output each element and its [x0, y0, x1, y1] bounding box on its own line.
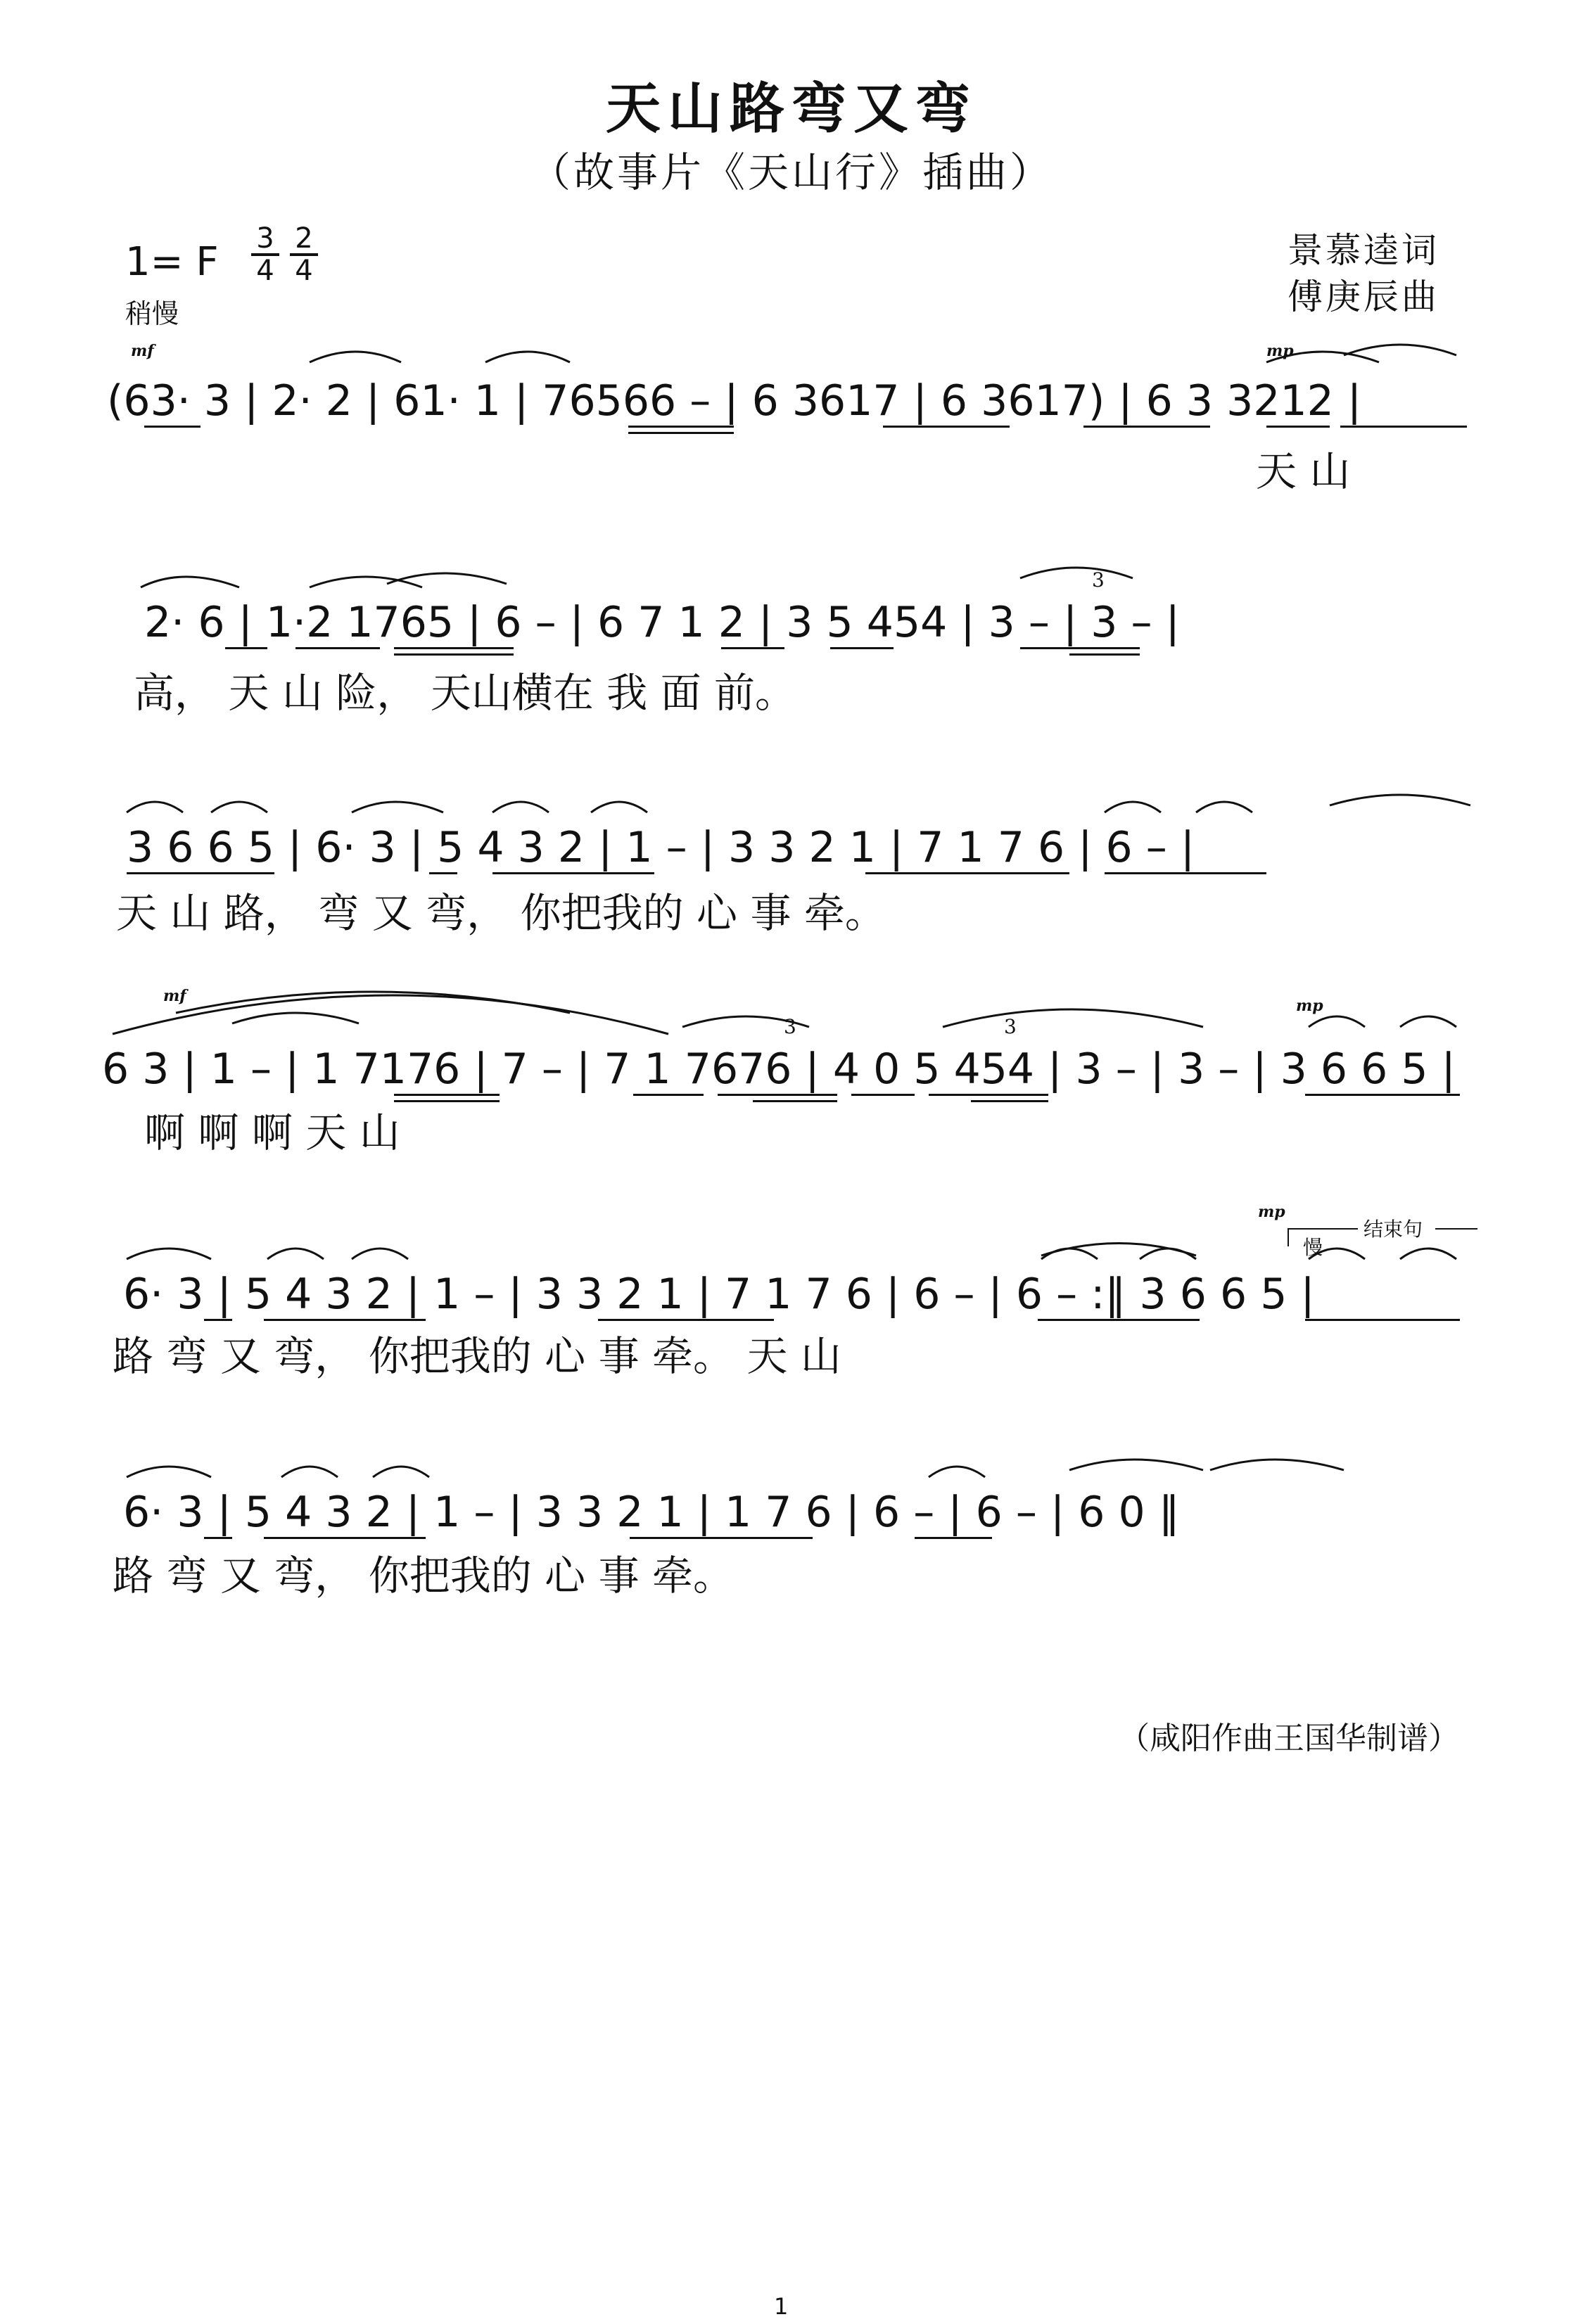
notation-line-3: 3 6 6 5 | 6· 3 | 5 4 3 2 | 1 – | 3 3 2 1 | 7 1 7 6 | 6 – |: [127, 823, 1195, 872]
song-title: 天山路弯又弯: [605, 77, 977, 141]
dynamic-mf-1: mf: [131, 342, 154, 360]
notation-line-6: 6· 3 | 5 4 3 2 | 1 – | 3 3 2 1 | 1 7 6 | 6 – | 6 – | 6 0 ‖: [123, 1488, 1180, 1537]
song-subtitle: （故事片《天山行》插曲）: [529, 148, 1053, 196]
triplet-mark-1: 3: [1092, 568, 1105, 592]
dynamic-mp-1: mp: [1266, 342, 1294, 360]
slow-marking: 慢: [1303, 1236, 1323, 1259]
key-signature: 1= F: [125, 239, 219, 285]
dynamic-mp-2: mp: [1296, 997, 1323, 1015]
lyrics-line-4: 啊 啊 啊 天 山: [144, 1109, 400, 1156]
notation-line-1: (63· 3 | 2· 2 | 61· 1 | 76566 – | 6 3617 | 6 3617) | 6 3 3212 |: [107, 376, 1362, 426]
lyrics-line-5: 路 弯 又 弯， 你把我的 心 事 牵。 天 山: [113, 1332, 841, 1380]
notation-line-5: 6· 3 | 5 4 3 2 | 1 – | 3 3 2 1 | 7 1 7 6 | 6 – | 6 – :‖ 3 6 6 5 |: [123, 1270, 1315, 1319]
ending-label: 结束句: [1363, 1218, 1423, 1241]
composer-credit: 傅庚辰曲: [1288, 276, 1439, 317]
lyrics-line-1: 天 山: [1256, 447, 1351, 495]
dynamic-mf-2: mf: [163, 987, 186, 1005]
tempo-marking: 稍慢: [125, 298, 179, 329]
lyricist-credit: 景慕逵词: [1288, 230, 1439, 271]
lyrics-line-6: 路 弯 又 弯， 你把我的 心 事 牵。: [113, 1552, 735, 1600]
triplet-mark-3: 3: [1004, 1015, 1017, 1038]
notation-line-2: 2· 6 | 1·2 1765 | 6 – | 6 7 1 2 | 3 5 454 | 3 – | 3 – |: [144, 598, 1180, 647]
page-number: 1: [774, 2293, 789, 2320]
lyrics-line-3: 天 山 路， 弯 又 弯， 你把我的 心 事 牵。: [116, 889, 886, 937]
ts1-top: 3: [256, 222, 274, 255]
triplet-mark-2: 3: [784, 1015, 796, 1038]
lyrics-line-2: 高， 天 山 险， 天山横在 我 面 前。: [134, 669, 796, 717]
ts1-bottom: 4: [256, 255, 274, 287]
notation-line-4: 6 3 | 1 – | 1 7176 | 7 – | 7 1 7676 | 4 0 5 454 | 3 – | 3 – | 3 6 6 5 |: [102, 1045, 1456, 1094]
dynamic-mp-3: mp: [1258, 1203, 1285, 1221]
ts2-bottom: 4: [295, 255, 313, 287]
ts2-top: 2: [295, 222, 313, 255]
footer-credit: （咸阳作曲王国华制谱）: [1119, 1720, 1459, 1756]
